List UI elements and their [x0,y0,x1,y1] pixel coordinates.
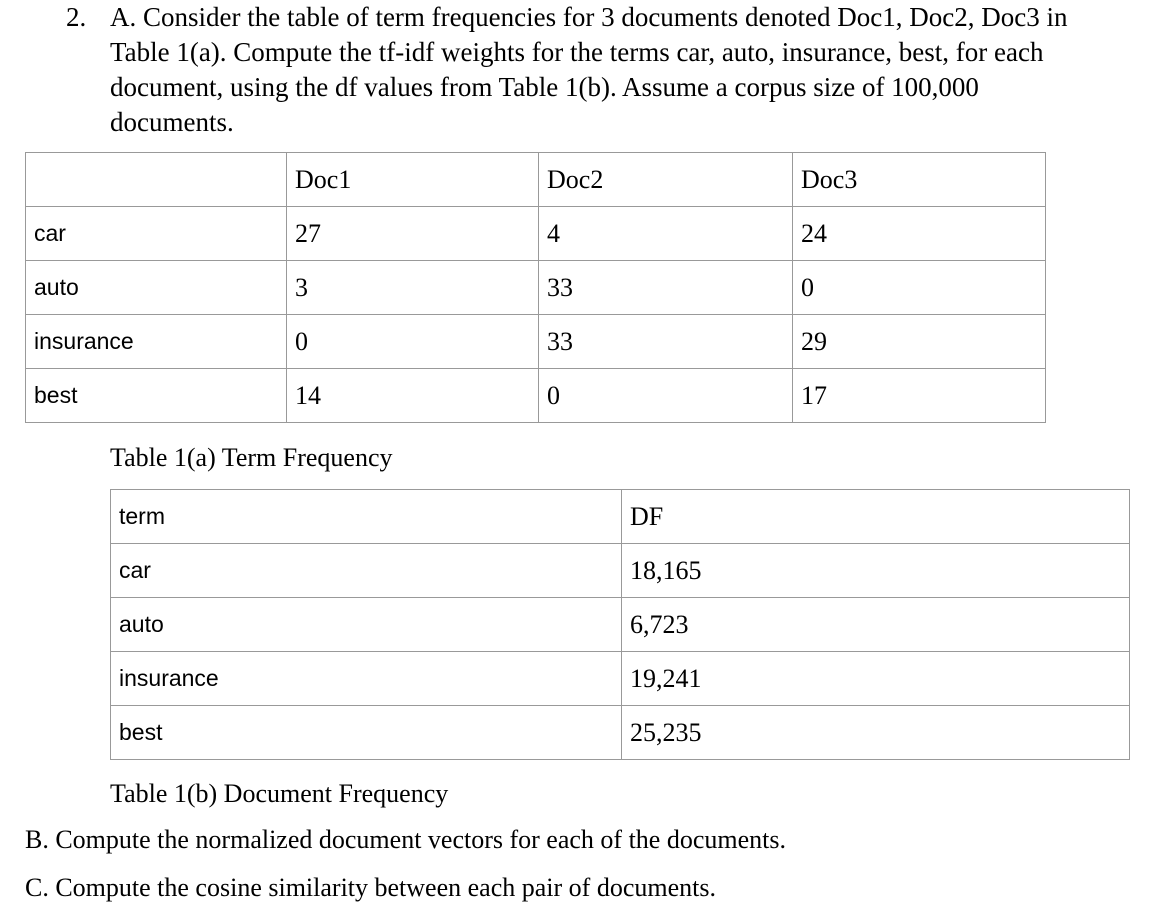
table-row [26,315,1046,369]
term-cell: auto [26,261,287,315]
header-cell: Doc3 [793,153,1046,207]
header-cell: Doc1 [287,153,539,207]
question-line: documents. [110,107,234,137]
term-cell: car [111,544,622,598]
header-cell: Doc2 [539,153,793,207]
table-header-row [111,490,1130,544]
term-cell: auto [111,598,622,652]
table-row [26,261,1046,315]
table-row [26,207,1046,261]
value-cell: 6,723 [622,598,1130,652]
value-cell: 33 [539,261,793,315]
table-row [111,706,1130,760]
table-header-row [26,153,1046,207]
table-row [26,369,1046,423]
term-cell: car [26,207,287,261]
table-row [111,544,1130,598]
value-cell: 0 [287,315,539,369]
value-cell: 33 [539,315,793,369]
question-line: Table 1(a). Compute the tf-idf weights for the terms car, auto, insurance, best, for each [110,37,1044,67]
value-cell: 19,241 [622,652,1130,706]
document-frequency-table [110,489,1130,760]
value-cell: 29 [793,315,1046,369]
question-text [110,0,1140,140]
value-cell: 24 [793,207,1046,261]
value-cell: 25,235 [622,706,1130,760]
term-frequency-table [25,152,1046,423]
value-cell: 4 [539,207,793,261]
table-1a-caption: Table 1(a) Term Frequency [110,443,393,472]
term-cell: best [26,369,287,423]
part-b-text: B. Compute the normalized document vectors for each of the documents. [25,825,786,854]
table-row [111,598,1130,652]
term-cell: insurance [111,652,622,706]
question-line: A. Consider the table of term frequencies for 3 documents denoted Doc1, Doc2, Doc3 in [110,2,1068,32]
value-cell: 18,165 [622,544,1130,598]
table-1b-caption: Table 1(b) Document Frequency [110,779,449,808]
value-cell: 14 [287,369,539,423]
value-cell: 17 [793,369,1046,423]
value-cell: 27 [287,207,539,261]
table-row [111,652,1130,706]
header-cell: DF [622,490,1130,544]
value-cell: 0 [539,369,793,423]
question-line: document, using the df values from Table 1(b). Assume a corpus size of 100,000 [110,72,979,102]
term-cell: best [111,706,622,760]
question-number: 2. [66,2,87,32]
term-cell: insurance [26,315,287,369]
value-cell: 0 [793,261,1046,315]
part-c-text: C. Compute the cosine similarity between each pair of documents. [25,873,716,902]
value-cell: 3 [287,261,539,315]
header-cell [26,153,287,207]
header-cell: term [111,490,622,544]
